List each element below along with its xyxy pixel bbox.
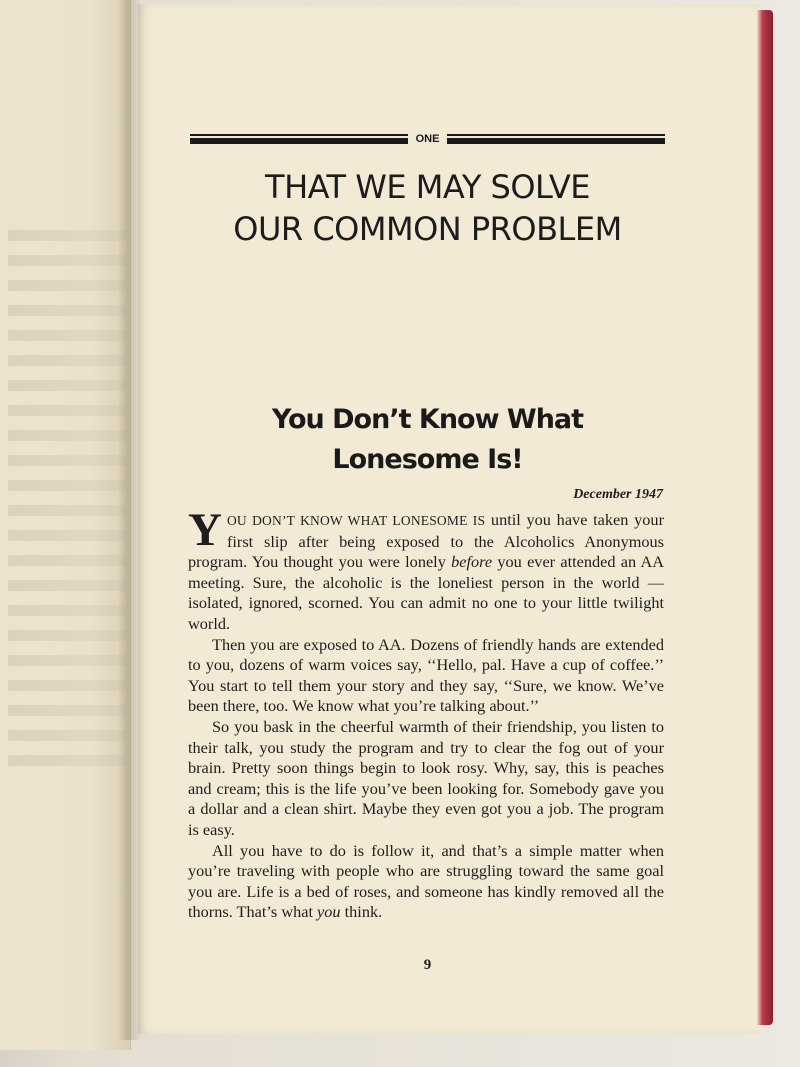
- book-gutter: [118, 0, 142, 1040]
- facing-page: [0, 0, 131, 1050]
- cover-edge: [757, 10, 773, 1025]
- page-number: 9: [423, 957, 432, 973]
- paragraph-4: [188, 841, 664, 923]
- paragraph-1-text-b: you ever attended an AA meeting. Sure, the alcoholic is the loneliest person in the world — isolated, ignored, scorned. You can admit no one to your little twilight world.: [188, 552, 665, 633]
- paragraph-1-emphasis: before: [451, 552, 493, 572]
- drop-cap: Y: [188, 504, 222, 556]
- story-date: December 1947: [573, 487, 663, 502]
- paragraph-4-text-a: All you have to do is follow it, and that’s a simple matter when you’re traveling with people who are struggling toward the same goal you are. Life is a bed of roses, and someone has kindly removed all the thorns. That’s what: [188, 840, 664, 922]
- story-title-line-1: You Don’t Know What: [271, 404, 584, 435]
- chapter-rule: [190, 131, 665, 147]
- paragraph-1-text-a: until you have taken your first slip after being exposed to the Alcoholics Anonymous program. You thought you were lonely: [188, 510, 664, 572]
- rule-bar-right: [447, 134, 665, 144]
- paragraph-3: So you bask in the cheerful warmth of their friendship, you listen to their talk, you study the program and try to clear the fog out of your brain. Pretty soon things begin to look rosy. Why, say, this is peaches and cream; this is the life you’ve been looking for. Somebody gave you a dollar and a clean shirt. Maybe they even got you a job. The program is easy.: [188, 716, 664, 839]
- chapter-title: [190, 166, 665, 250]
- chapter-title-line-2: OUR COMMON PROBLEM: [233, 210, 622, 248]
- paragraph-1: [188, 504, 665, 635]
- paragraph-2: Then you are exposed to AA. Dozens of friendly hands are extended to you, dozens of warm voices say, ‘‘Hello, pal. Have a cup of coffee.’’ You start to tell them your story and they say, ‘‘Sure, we know. We’ve been there, too. We know what you’re talking about.’’: [188, 634, 664, 716]
- opening-smallcaps: OU DON’T KNOW WHAT LONESOME IS: [226, 513, 486, 528]
- chapter-label: ONE: [415, 133, 440, 145]
- rule-bar-left: [190, 134, 408, 144]
- story-body: [188, 504, 665, 923]
- show-through-text: [8, 230, 126, 780]
- paragraph-4-emphasis: you: [317, 902, 341, 922]
- story-title: [190, 400, 665, 480]
- story-title-line-2: Lonesome Is!: [332, 444, 523, 475]
- paragraph-4-text-b: think.: [340, 902, 383, 922]
- chapter-title-line-1: THAT WE MAY SOLVE: [265, 168, 590, 206]
